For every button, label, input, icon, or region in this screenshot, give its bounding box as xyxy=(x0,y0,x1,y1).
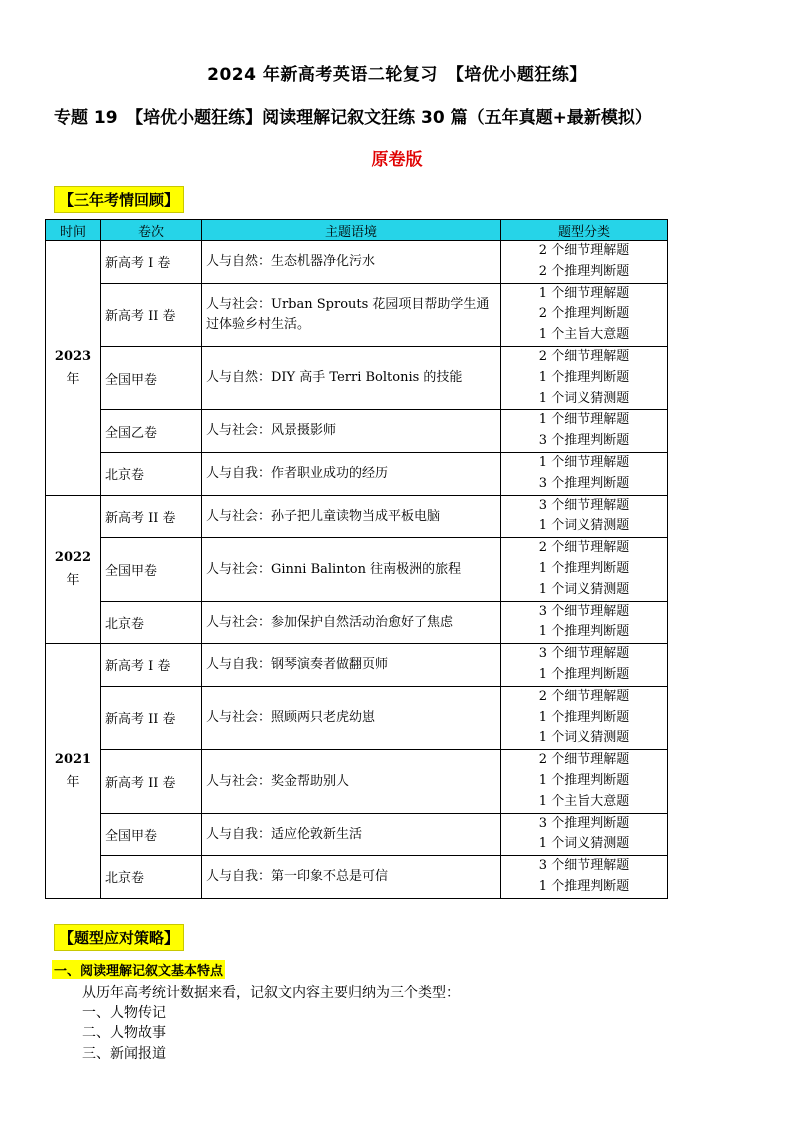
theme-cell: 人与社会：Ginni Balinton 往南极洲的旅程 xyxy=(202,538,501,601)
question-type: 1 个推理判断题 xyxy=(538,560,630,576)
column-header: 主题语境 xyxy=(202,220,501,241)
question-types-cell xyxy=(501,346,668,409)
exam-cell: 新高考 II 卷 xyxy=(101,750,202,813)
year-cell xyxy=(46,241,101,496)
theme-cell: 人与自然：生态机器净化污水 xyxy=(202,241,501,284)
exam-cell: 新高考 II 卷 xyxy=(101,686,202,749)
question-types-cell xyxy=(501,283,668,346)
year-unit: 年 xyxy=(66,371,80,387)
table-row xyxy=(46,346,668,409)
table-row xyxy=(46,410,668,453)
question-types-cell xyxy=(501,750,668,813)
question-type: 3 个细节理解题 xyxy=(538,497,630,513)
question-types-cell xyxy=(501,538,668,601)
question-type: 2 个细节理解题 xyxy=(538,688,630,704)
year-cell xyxy=(46,644,101,899)
question-type: 2 个细节理解题 xyxy=(538,348,630,364)
list-item: 三、新闻报道 xyxy=(82,1046,166,1062)
exam-cell: 全国甲卷 xyxy=(101,346,202,409)
table-header-row xyxy=(46,220,668,241)
question-type: 1 个词义猜测题 xyxy=(538,836,630,852)
theme-cell: 人与社会：Urban Sprouts 花园项目帮助学生通过体验乡村生活。 xyxy=(202,283,501,346)
year-unit: 年 xyxy=(66,774,80,790)
theme-cell: 人与社会：风景摄影师 xyxy=(202,410,501,453)
review-section-tag: 【三年考情回顾】 xyxy=(54,186,184,213)
year-value: 2021 xyxy=(54,751,92,767)
topic-title: 专题 19 【培优小题狂练】阅读理解记叙文狂练 30 篇（五年真题+最新模拟） xyxy=(54,108,652,128)
exam-cell: 北京卷 xyxy=(101,601,202,644)
year-value: 2023 xyxy=(54,348,92,364)
exam-cell: 北京卷 xyxy=(101,856,202,899)
strategy-section-tag: 【题型应对策略】 xyxy=(54,924,184,951)
column-header: 题型分类 xyxy=(501,220,668,241)
exam-cell: 新高考 I 卷 xyxy=(101,241,202,284)
exam-cell: 全国甲卷 xyxy=(101,538,202,601)
question-types-cell xyxy=(501,452,668,495)
question-type: 1 个推理判断题 xyxy=(538,369,630,385)
question-type: 2 个细节理解题 xyxy=(538,752,630,768)
question-type: 3 个推理判断题 xyxy=(538,433,630,449)
year-value: 2022 xyxy=(54,550,92,566)
question-type: 2 个推理判断题 xyxy=(538,263,630,279)
question-types-cell xyxy=(501,241,668,284)
question-type: 1 个主旨大意题 xyxy=(538,327,630,343)
theme-cell: 人与社会：参加保护自然活动治愈好了焦虑 xyxy=(202,601,501,644)
question-type: 1 个主旨大意题 xyxy=(538,793,630,809)
theme-cell: 人与自我：第一印象不总是可信 xyxy=(202,856,501,899)
question-type: 3 个细节理解题 xyxy=(538,646,630,662)
document-title: 2024 年新高考英语二轮复习 【培优小题狂练】 xyxy=(207,65,587,85)
question-types-cell xyxy=(501,856,668,899)
theme-cell: 人与社会：奖金帮助别人 xyxy=(202,750,501,813)
question-type: 1 个细节理解题 xyxy=(538,454,630,470)
exam-cell: 新高考 II 卷 xyxy=(101,283,202,346)
question-type: 1 个词义猜测题 xyxy=(538,518,630,534)
table-row xyxy=(46,813,668,856)
table-row xyxy=(46,686,668,749)
list-item: 一、人物传记 xyxy=(82,1005,166,1021)
table-row xyxy=(46,283,668,346)
exam-cell: 全国甲卷 xyxy=(101,813,202,856)
column-header: 卷次 xyxy=(101,220,202,241)
table-row xyxy=(46,495,668,538)
question-type: 1 个词义猜测题 xyxy=(538,730,630,746)
question-type: 1 个词义猜测题 xyxy=(538,581,630,597)
theme-cell: 人与社会：孙子把儿童读物当成平板电脑 xyxy=(202,495,501,538)
year-unit: 年 xyxy=(66,573,80,589)
question-type: 3 个推理判断题 xyxy=(538,475,630,491)
theme-cell: 人与自我：作者职业成功的经历 xyxy=(202,452,501,495)
question-type: 2 个细节理解题 xyxy=(538,540,630,556)
question-type: 1 个推理判断题 xyxy=(538,666,630,682)
table-row xyxy=(46,644,668,687)
exam-cell: 新高考 I 卷 xyxy=(101,644,202,687)
theme-cell: 人与自我：适应伦敦新生活 xyxy=(202,813,501,856)
question-type: 1 个推理判断题 xyxy=(538,624,630,640)
table-row xyxy=(46,601,668,644)
question-types-cell xyxy=(501,601,668,644)
theme-cell: 人与自然：DIY 高手 Terri Boltonis 的技能 xyxy=(202,346,501,409)
question-type: 1 个推理判断题 xyxy=(538,709,630,725)
exam-cell: 新高考 II 卷 xyxy=(101,495,202,538)
table-row xyxy=(46,538,668,601)
question-types-cell xyxy=(501,686,668,749)
question-type: 3 个推理判断题 xyxy=(538,815,630,831)
question-type: 1 个推理判断题 xyxy=(538,878,630,894)
table-body xyxy=(46,241,668,899)
question-type: 3 个细节理解题 xyxy=(538,603,630,619)
theme-cell: 人与社会：照顾两只老虎幼崽 xyxy=(202,686,501,749)
exam-review-table xyxy=(45,219,668,899)
exam-cell: 北京卷 xyxy=(101,452,202,495)
question-types-cell xyxy=(501,410,668,453)
question-types-cell xyxy=(501,813,668,856)
question-type: 1 个细节理解题 xyxy=(538,412,630,428)
year-cell xyxy=(46,495,101,644)
question-type: 3 个细节理解题 xyxy=(538,858,630,874)
question-type: 1 个细节理解题 xyxy=(538,285,630,301)
table-row xyxy=(46,856,668,899)
theme-cell: 人与自我：钢琴演奏者做翻页师 xyxy=(202,644,501,687)
table-row xyxy=(46,241,668,284)
intro-paragraph: 从历年高考统计数据来看，记叙文内容主要归纳为三个类型： xyxy=(82,985,460,1001)
table-row xyxy=(46,750,668,813)
version-label: 原卷版 xyxy=(371,150,423,170)
question-type: 1 个推理判断题 xyxy=(538,772,630,788)
question-types-cell xyxy=(501,644,668,687)
list-item: 二、人物故事 xyxy=(82,1025,166,1041)
exam-cell: 全国乙卷 xyxy=(101,410,202,453)
column-header: 时间 xyxy=(46,220,101,241)
section-heading: 一、阅读理解记叙文基本特点 xyxy=(52,960,225,979)
question-type: 2 个推理判断题 xyxy=(538,306,630,322)
question-type: 2 个细节理解题 xyxy=(538,243,630,258)
question-type: 1 个词义猜测题 xyxy=(538,390,630,406)
question-types-cell xyxy=(501,495,668,538)
table-row xyxy=(46,452,668,495)
